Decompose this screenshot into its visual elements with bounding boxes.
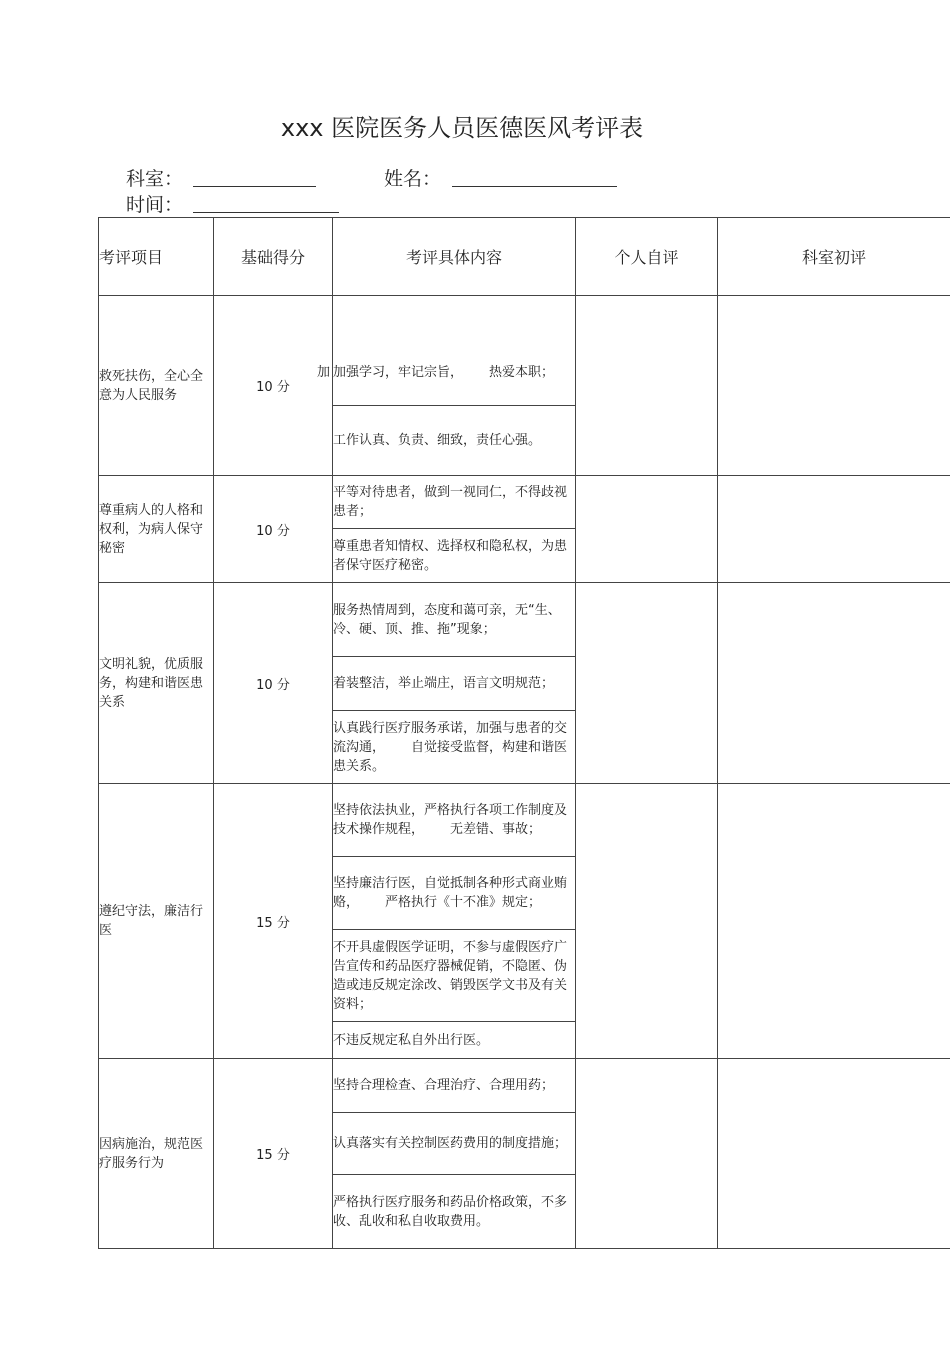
content-cell: 坚持合理检查、合理治疗、合理用药； (333, 1059, 576, 1113)
content-cell: 尊重患者知情权、选择权和隐私权，为患者保守医疗秘密。 (333, 529, 576, 583)
content-cell: 认真落实有关控制医药费用的制度措施； (333, 1113, 576, 1175)
column-header-score: 基础得分 (214, 218, 333, 296)
score-cell: 15 分 (214, 784, 333, 1059)
item-cell: 尊重病人的人格和权利，为病人保守秘密 (99, 476, 214, 583)
dept-eval-cell[interactable] (718, 784, 950, 1059)
table-row (99, 784, 950, 857)
content-cell (333, 784, 576, 857)
content-cell (333, 711, 576, 784)
item-cell: 遵纪守法，廉洁行医 (99, 784, 214, 1059)
self-eval-cell[interactable] (576, 1059, 718, 1249)
self-eval-cell[interactable] (576, 476, 718, 583)
time-field[interactable] (193, 212, 339, 213)
item-cell: 文明礼貌，优质服务，构建和谐医患关系 (99, 583, 214, 784)
content-cell: 严格执行医疗服务和药品价格政策，不多收、乱收和私自收取费用。 (333, 1175, 576, 1249)
item-cell: 因病施治，规范医疗服务行为 (99, 1059, 214, 1249)
self-eval-cell[interactable] (576, 784, 718, 1059)
content-cell: 不开具虚假医学证明，不参与虚假医疗广告宣传和药品医疗器械促销，不隐匿、伪造或违反规定涂改、销毁医学文书及有关资料； (333, 930, 576, 1022)
side-note: 加 (317, 365, 331, 380)
content-cell: 着装整洁，举止端庄，语言文明规范； (333, 657, 576, 711)
content-text: 无差错、事故； (450, 822, 542, 837)
table-row (99, 583, 950, 657)
score-cell: 10 分 (214, 476, 333, 583)
content-text: 加强学习，牢记宗旨， (333, 365, 464, 380)
content-text: 坚持依法执业，严格执行各项工作制度及技术操作规程， (333, 803, 568, 837)
column-header-self-eval: 个人自评 (576, 218, 718, 296)
content-cell (317, 296, 576, 406)
table-row (99, 1059, 950, 1113)
content-cell: 平等对待患者，做到一视同仁，不得歧视患者； (333, 476, 576, 529)
dept-eval-cell[interactable] (718, 1059, 950, 1249)
content-text: 自觉接受监督，构建和谐医患关系。 (333, 739, 568, 774)
content-text: 严格执行《十不准》规定； (385, 895, 542, 910)
evaluation-table (98, 217, 950, 1249)
table-row (99, 476, 950, 529)
time-label: 时间： (126, 194, 184, 216)
column-header-item: 考评项目 (99, 218, 214, 296)
content-cell: 不违反规定私自外出行医。 (333, 1022, 576, 1059)
department-label: 科室： (126, 168, 184, 190)
column-header-dept-eval: 科室初评 (718, 218, 950, 296)
score-cell: 10 分 (214, 583, 333, 784)
table-header-row (99, 218, 950, 296)
self-eval-cell[interactable] (576, 296, 718, 476)
dept-eval-cell[interactable] (718, 476, 950, 583)
name-label: 姓名： (384, 168, 442, 190)
score-cell: 10 分 (214, 296, 333, 476)
score-cell: 15 分 (214, 1059, 333, 1249)
content-cell (333, 857, 576, 930)
content-cell: 工作认真、负责、细致，责任心强。 (333, 406, 576, 476)
content-text: 坚持廉洁行医，自觉抵制各种形式商业贿赂， (333, 876, 568, 910)
column-header-content: 考评具体内容 (333, 218, 576, 296)
dept-eval-cell[interactable] (718, 583, 950, 784)
content-text: 热爱本职； (489, 365, 555, 380)
content-text: 认真践行医疗服务承诺，加强与患者的交流沟通， (333, 720, 568, 755)
table-row (99, 296, 950, 406)
item-cell: 救死扶伤，全心全意为人民服务 (99, 296, 214, 476)
department-field[interactable] (193, 186, 316, 187)
self-eval-cell[interactable] (576, 583, 718, 784)
name-field[interactable] (452, 186, 617, 187)
content-cell: 服务热情周到，态度和蔼可亲，无“生、冷、硬、顶、推、拖”现象； (333, 583, 576, 657)
document-title: xxx 医院医务人员医德医风考评表 (280, 114, 644, 142)
dept-eval-cell[interactable] (718, 296, 950, 476)
